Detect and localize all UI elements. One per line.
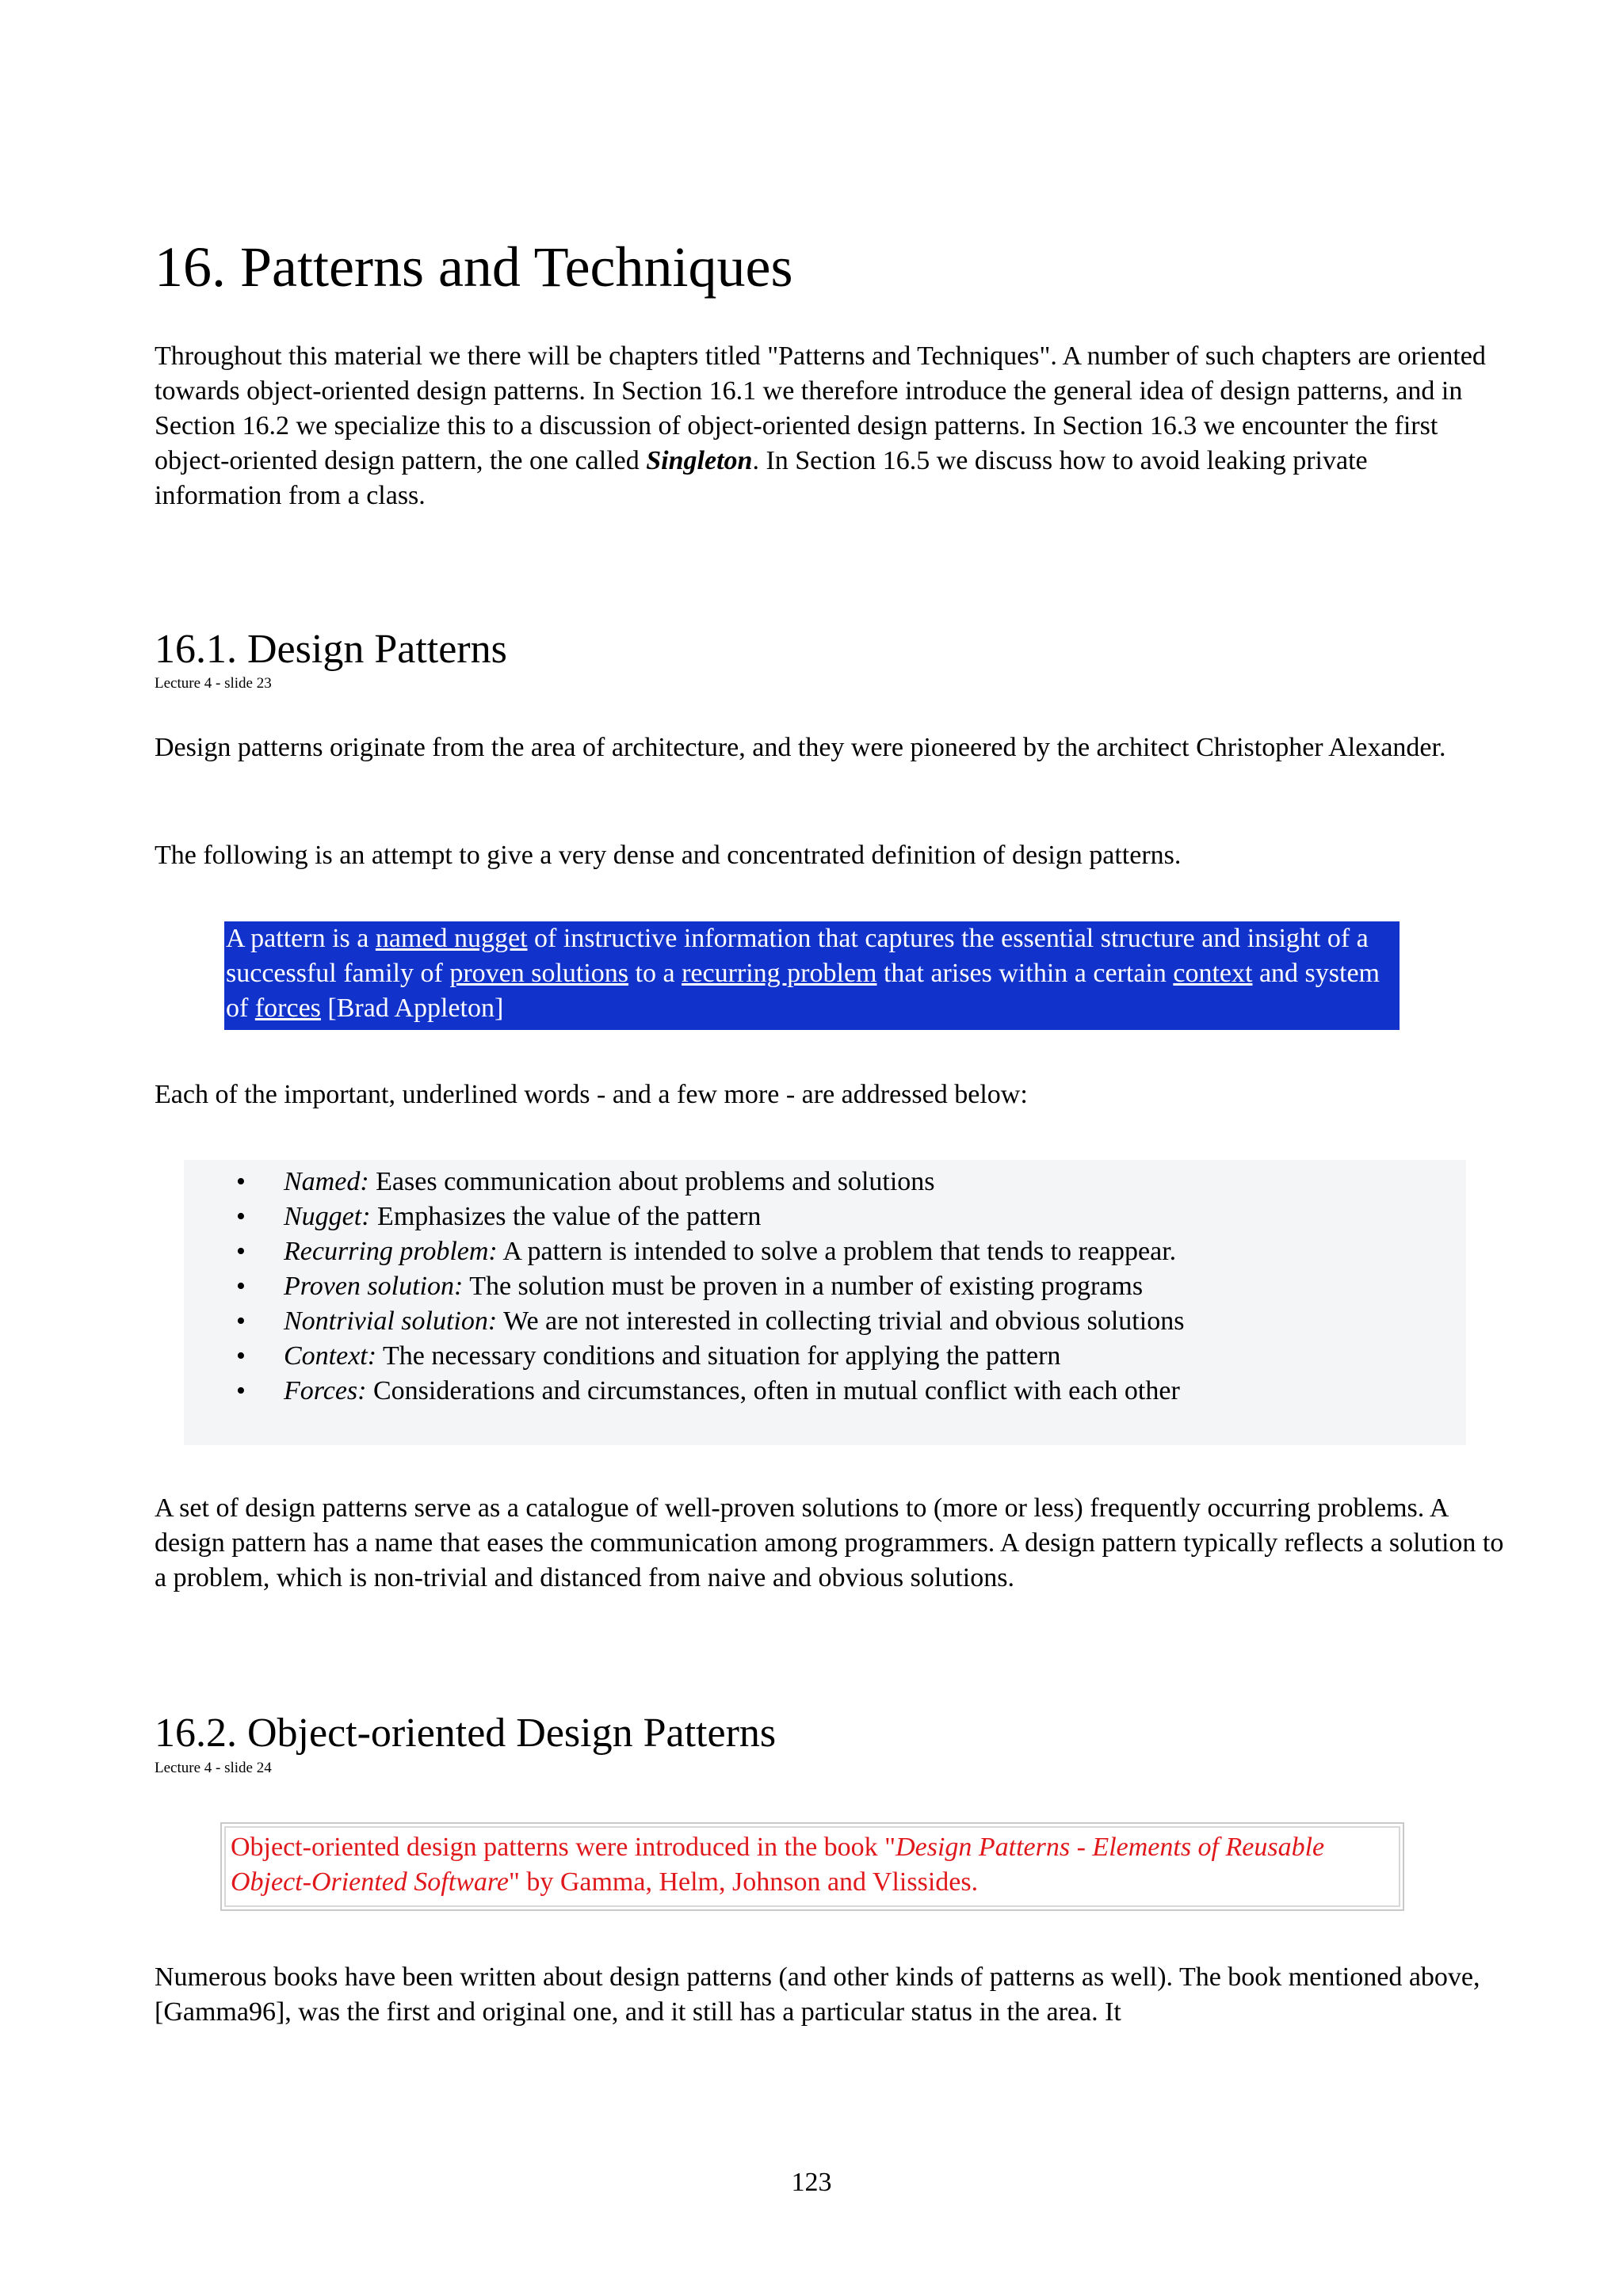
term-named-nugget: named nugget bbox=[375, 924, 528, 953]
list-item-text: The necessary conditions and situation for applying the pattern bbox=[376, 1341, 1061, 1371]
slide-reference[interactable]: Lecture 4 - slide 23 bbox=[155, 675, 272, 692]
bullet-icon: • bbox=[236, 1167, 246, 1196]
list-item-term: Recurring problem: bbox=[284, 1237, 498, 1266]
gamma-book-note-box bbox=[220, 1822, 1404, 1911]
section-title-oo-design-patterns: 16.2. Object-oriented Design Patterns bbox=[155, 1711, 777, 1756]
pattern-terms-list-box bbox=[184, 1160, 1466, 1445]
paragraph-list-intro: Each of the important, underlined words - and a few more - are addressed below: bbox=[155, 1080, 1028, 1109]
bullet-icon: • bbox=[236, 1202, 246, 1231]
list-item bbox=[184, 1374, 1184, 1409]
list-item-term: Nontrivial solution: bbox=[284, 1306, 498, 1336]
list-item-text: A pattern is intended to solve a problem that tends to reappear. bbox=[497, 1237, 1177, 1266]
chapter-intro-text-2: . In Section 16.5 we discuss how to avoid leaking private information from a class. bbox=[155, 446, 1368, 510]
bullet-icon: • bbox=[236, 1376, 246, 1405]
chapter-intro-text-1: Throughout this material we there will be chapters titled "Patterns and Techniques". A number of such chapters are oriented towards object-oriented design patterns. In Section 16.1 we therefore introduce the general idea of design patterns, and in Section 16.2 we specialize this to a discussion of object-oriented design patterns. In Section 16.3 we encounter the first object-oriented design pattern, the one called bbox=[155, 341, 1486, 475]
bullet-icon: • bbox=[236, 1341, 246, 1371]
list-item-term: Proven solution: bbox=[284, 1272, 464, 1301]
definition-text: A pattern is a bbox=[226, 924, 376, 953]
definition-text: that arises within a certain bbox=[876, 959, 1174, 988]
note-text: " by Gamma, Helm, Johnson and Vlissides. bbox=[508, 1867, 979, 1897]
bullet-icon: • bbox=[236, 1272, 246, 1301]
list-item-term: Nugget: bbox=[284, 1202, 371, 1231]
bullet-icon: • bbox=[236, 1306, 246, 1336]
list-item-text: Considerations and circumstances, often in mutual conflict with each other bbox=[366, 1376, 1180, 1405]
slide-reference[interactable]: Lecture 4 - slide 24 bbox=[155, 1760, 272, 1776]
list-item bbox=[184, 1339, 1184, 1374]
list-item-text: Eases communication about problems and solutions bbox=[369, 1167, 935, 1196]
term-proven-solutions: proven solutions bbox=[449, 959, 629, 988]
list-item-text: The solution must be proven in a number of existing programs bbox=[463, 1272, 1144, 1301]
definition-citation: [Brad Appleton] bbox=[320, 994, 504, 1023]
term-forces: forces bbox=[254, 994, 321, 1023]
paragraph-origin: Design patterns originate from the area of architecture, and they were pioneered by the architect Christopher Alexander. bbox=[155, 733, 1446, 762]
definition-text: and system of bbox=[226, 959, 1380, 1023]
definition-text: of instructive information that captures the essential structure and insight of a successful family of bbox=[226, 924, 1369, 988]
book-title: Design Patterns - Elements of Reusable Object-Oriented Software bbox=[231, 1833, 1325, 1897]
list-item-term: Named: bbox=[284, 1167, 369, 1196]
paragraph-catalogue: A set of design patterns serve as a catalogue of well-proven solutions to (more or less) frequently occurring problems. A design pattern has a name that eases the communication among programmers. A design pattern typically reflects a solution to a problem, which is non-trivial and distanced from naive and obvious solutions. bbox=[155, 1493, 1504, 1592]
definition-text: to a bbox=[628, 959, 682, 988]
list-item bbox=[184, 1304, 1184, 1339]
definition-box bbox=[224, 921, 1400, 1030]
note-text: Object-oriented design patterns were introduced in the book " bbox=[231, 1833, 896, 1862]
list-item bbox=[184, 1269, 1184, 1304]
singleton-term: Singleton bbox=[646, 446, 753, 475]
list-item-text: Emphasizes the value of the pattern bbox=[370, 1202, 762, 1231]
term-context: context bbox=[1173, 959, 1253, 988]
paragraph-books: Numerous books have been written about design patterns (and other kinds of patterns as well). The book mentioned above, [Gamma96], was the first and original one, and it still has a particular status in the area. It bbox=[155, 1962, 1480, 2027]
list-item-text: We are not interested in collecting trivial and obvious solutions bbox=[497, 1306, 1185, 1336]
chapter-intro bbox=[155, 339, 1486, 513]
pattern-terms-list bbox=[184, 1165, 1184, 1409]
list-item bbox=[184, 1234, 1184, 1269]
term-recurring-problem: recurring problem bbox=[682, 959, 877, 988]
list-item bbox=[184, 1199, 1184, 1234]
chapter-title: 16. Patterns and Techniques bbox=[155, 235, 793, 299]
bullet-icon: • bbox=[236, 1237, 246, 1266]
section-title-design-patterns: 16.1. Design Patterns bbox=[155, 627, 507, 672]
paragraph-definition-intro: The following is an attempt to give a very dense and concentrated definition of design patterns. bbox=[155, 841, 1182, 870]
list-item-term: Forces: bbox=[284, 1376, 367, 1405]
list-item bbox=[184, 1165, 1184, 1199]
list-item-term: Context: bbox=[284, 1341, 377, 1371]
page-number: 123 bbox=[791, 2168, 832, 2197]
